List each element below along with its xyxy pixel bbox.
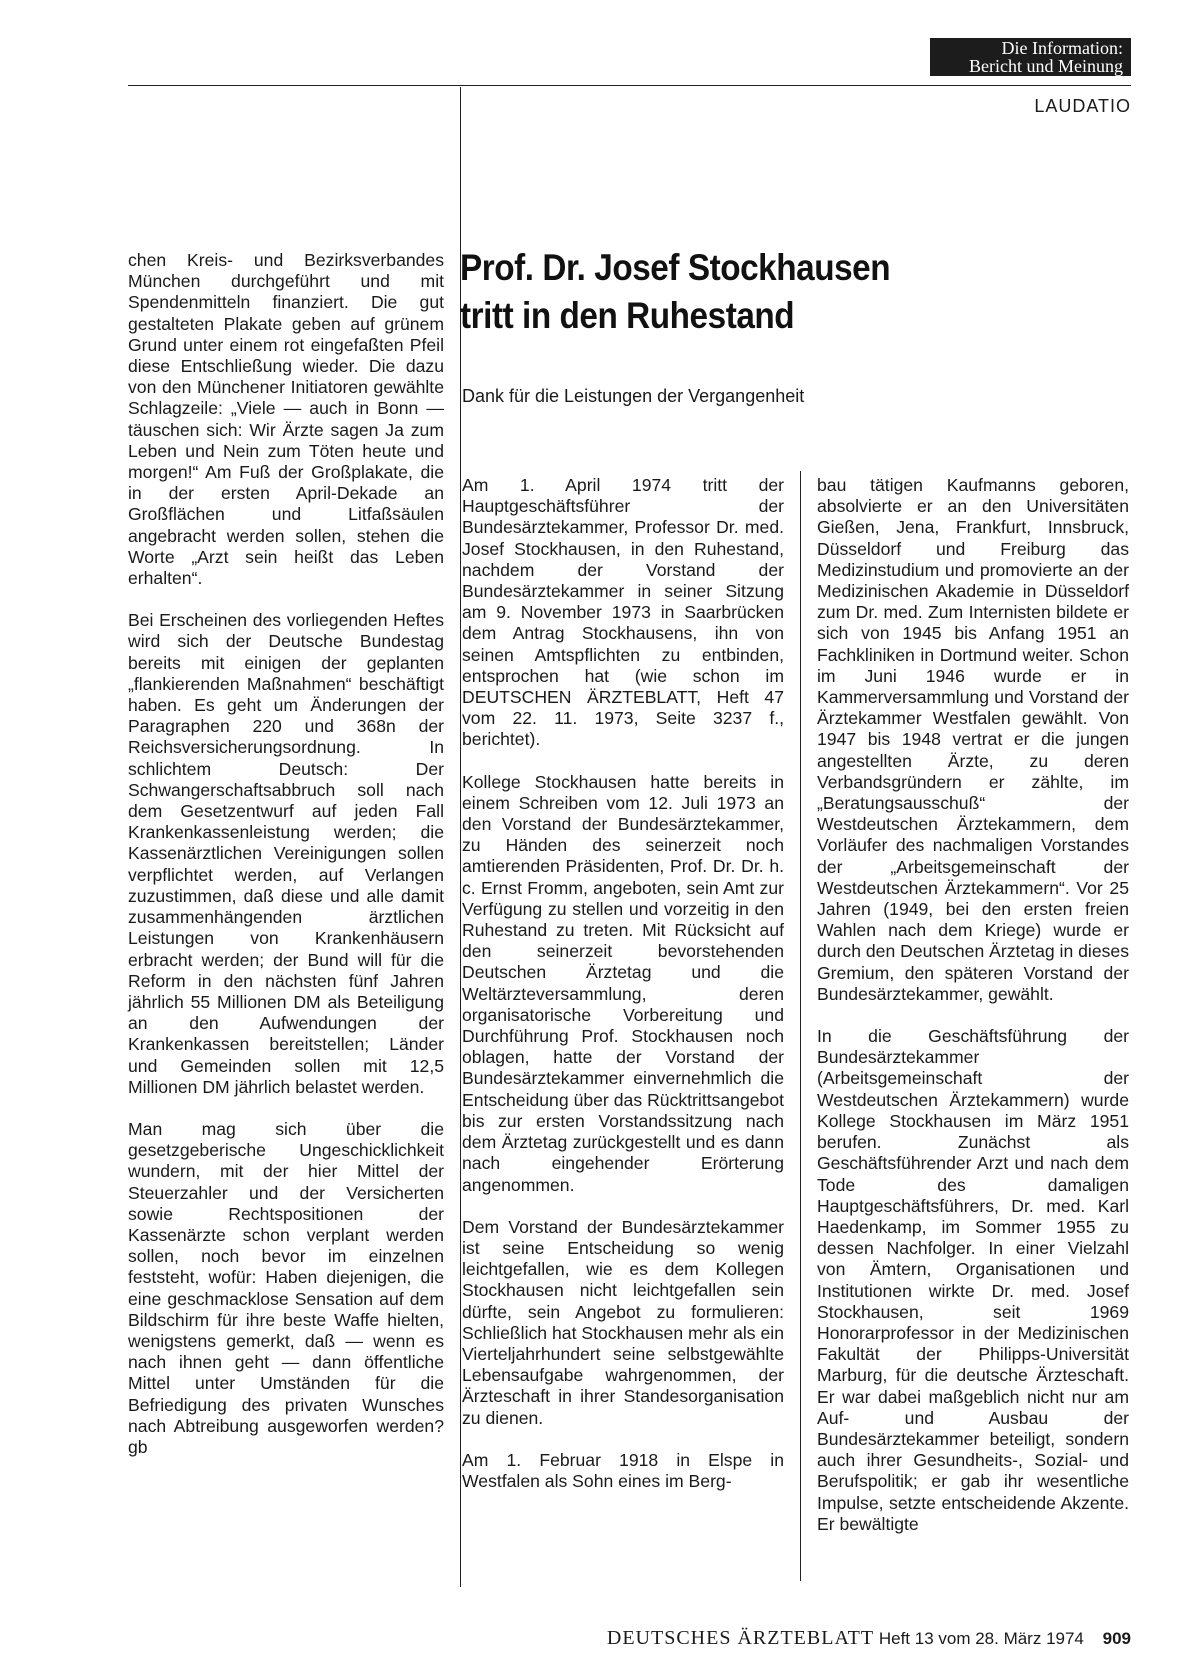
paragraph: Dem Vorstand der Bundesärztekammer ist seine Entscheidung so wenig leichtgefallen, wie es dem Kollegen Stockhausen nicht leichtgefallen sein dürfte, sein Angebot zu formulieren: Schließlich hat Stockhausen mehr als ein Vierteljahrhundert seine selbstgewählte Lebensaufgabe wahrgenommen, der Ärzteschaft in ihrer Standesorganisation zu dienen. — [462, 1216, 784, 1428]
text-column-left — [128, 250, 444, 1479]
text-column-right — [817, 475, 1129, 1556]
top-rule — [128, 85, 1131, 86]
paragraph: Am 1. April 1974 tritt der Hauptgeschäftsführer der Bundesärztekammer, Professor Dr. med. Josef Stockhausen, in den Ruhestand, nachdem der Vorstand der Bundesärztekammer in seiner Sitzung am 9. November 1973 in Saarbrücken dem Antrag Stockhausens, ihn von seinen Amtspflichten zu entbinden, entsprochen hat (wie schon im DEUTSCHEN ÄRZTEBLATT, Heft 47 vom 22. 11. 1973, Seite 3237 f., berichtet). — [462, 475, 784, 750]
column-divider-right — [800, 471, 801, 1581]
rubric-label: LAUDATIO — [1034, 96, 1131, 116]
article-subtitle: Dank für die Leistungen der Vergangenheit — [462, 386, 805, 406]
paragraph: In die Geschäftsführung der Bundesärztekammer (Arbeitsgemeinschaft der Westdeutschen Ärztekammern) wurde Kollege Stockhausen im März 1951 berufen. Zunächst als Geschäftsführender Arzt und nach dem Tode des damaligen Hauptgeschäftsführers, Dr. med. Karl Haedenkamp, im Sommer 1955 zu dessen Nachfolger. In einer Vielzahl von Ämtern, Organisationen und Institutionen wirkte Dr. med. Josef Stockhausen, seit 1969 Honorarprofessor in der Medizinischen Fakultät der Philipps-Universität Marburg, für die deutsche Ärzteschaft. Er war dabei maßgeblich nicht nur am Auf- und Ausbau der Bundesärztekammer beteiligt, sondern auch ihrer Gesundheits-, Sozial- und Berufspolitik; er gab ihr wesentliche Impulse, setzte entscheidende Akzente. Er bewältigte — [817, 1026, 1129, 1534]
issue-info: Heft 13 vom 28. März 1974 — [878, 1629, 1084, 1648]
badge-line-2: Bericht und Meinung — [969, 56, 1123, 76]
text-column-middle — [462, 475, 784, 1513]
title-line-2: tritt in den Ruhestand — [460, 295, 795, 336]
paragraph: bau tätigen Kaufmanns geboren, absolvierte er an den Universitäten Gießen, Jena, Frankfurt, Innsbruck, Düsseldorf und Freiburg das Medizinstudium und promovierte an der Medizinischen Akademie in Düsseldorf zum Dr. med. Zum Internisten bildete er sich von 1945 bis Anfang 1951 an Fachkliniken in Dortmund weiter. Schon im Juni 1946 wurde er in Kammerversammlung und Vorstand der Ärztekammer Westfalen gewählt. Von 1947 bis 1948 vertrat er die jungen angestellten Ärzte, zu deren Verbandsgründern er zählte, im „Beratungsausschuß“ der Westdeutschen Ärztekammern, dem Vorläufer des nachmaligen Vorstandes der „Arbeitsgemeinschaft der Westdeutschen Ärztekammern“. Vor 25 Jahren (1949, bei den ersten freien Wahlen nach dem Kriege) wurde er durch den Deutschen Ärztetag in dieses Gremium, den späteren Vorstand der Bundesärztekammer, gewählt. — [817, 475, 1129, 1004]
badge-line-1: Die Information: — [1001, 38, 1123, 58]
paragraph: Am 1. Februar 1918 in Elspe in Westfalen als Sohn eines im Berg- — [462, 1449, 784, 1491]
section-badge — [930, 38, 1131, 76]
paragraph: Kollege Stockhausen hatte bereits in einem Schreiben vom 12. Juli 1973 an den Vorstand der Bundesärztekammer, zu Händen des seinerzeit noch amtierenden Präsidenten, Prof. Dr. Dr. h. c. Ernst Fromm, angeboten, sein Amt zur Verfügung zu stellen und vorzeitig in den Ruhestand zu treten. Mit Rücksicht auf den seinerzeit bevorstehenden Deutschen Ärztetag und die Weltärzteversammlung, deren organisatorische Vorbereitung und Durchführung Prof. Stockhausen noch oblagen, hatte der Vorstand der Bundesärztekammer einvernehmlich die Entscheidung über das Rücktrittsangebot bis zur ersten Vorstandssitzung nach dem Ärztetag zurückgestellt und es dann nach eingehender Erörterung angenommen. — [462, 771, 784, 1195]
paragraph: Bei Erscheinen des vorliegenden Heftes wird sich der Deutsche Bundestag bereits mit einigen der geplanten „flankierenden Maßnahmen“ beschäftigt haben. Es geht um Änderungen der Paragraphen 220 und 368n der Reichsversicherungsordnung. In schlichtem Deutsch: Der Schwangerschaftsabbruch soll nach dem Gesetzentwurf auf jeden Fall Krankenkassenleistung werden; die Kassenärztlichen Vereinigungen sollen verpflichtet werden, auf Verlangen zuzustimmen, daß diese und alle damit zusammenhängenden ärztlichen Leistungen von Krankenhäusern erbracht werden; der Bund will für die Reform in den nächsten fünf Jahren jährlich 55 Millionen DM als Beteiligung an den Aufwendungen der Krankenkassen bereitstellen; Länder und Gemeinden sollen mit 12,5 Millionen DM jährlich belastet werden. — [128, 610, 444, 1097]
page-footer — [505, 1627, 1131, 1650]
article-title — [460, 244, 964, 340]
page-number: 909 — [1102, 1629, 1131, 1648]
magazine-name: DEUTSCHES ÄRZTEBLATT — [606, 1627, 875, 1649]
paragraph: Man mag sich über die gesetzgeberische Ungeschicklichkeit wundern, mit der hier Mittel der Steuerzahler und der Versicherten sowie Rechtspositionen der Kassenärzte schon verplant werden sollen, noch bevor im einzelnen feststeht, wofür: Haben diejenigen, die eine geschmacklose Sensation auf dem Bildschirm für ihre beste Waffe hielten, wenigstens gemerkt, daß — wenn es nach ihnen geht — dann öffentliche Mittel unter Umständen für die Befriedigung des privaten Wunsches nach Abtreibung ausgeworfen werden? gb — [128, 1118, 444, 1457]
paragraph: chen Kreis- und Bezirksverbandes München durchgeführt und mit Spendenmitteln finanziert. Die gut gestalteten Plakate geben auf grünem Grund unter einem rot eingefaßten Pfeil diese Entschließung wieder. Die dazu von den Münchener Initiatoren gewählte Schlagzeile: „Viele — auch in Bonn — täuschen sich: Wir Ärzte sagen Ja zum Leben und Nein zum Töten heute und morgen!“ Am Fuß der Großplakate, die in der ersten April-Dekade an Großflächen und Litfaßsäulen angebracht werden sollen, stehen die Worte „Arzt sein heißt das Leben erhalten“. — [128, 250, 444, 589]
title-line-1: Prof. Dr. Josef Stockhausen — [460, 247, 891, 288]
